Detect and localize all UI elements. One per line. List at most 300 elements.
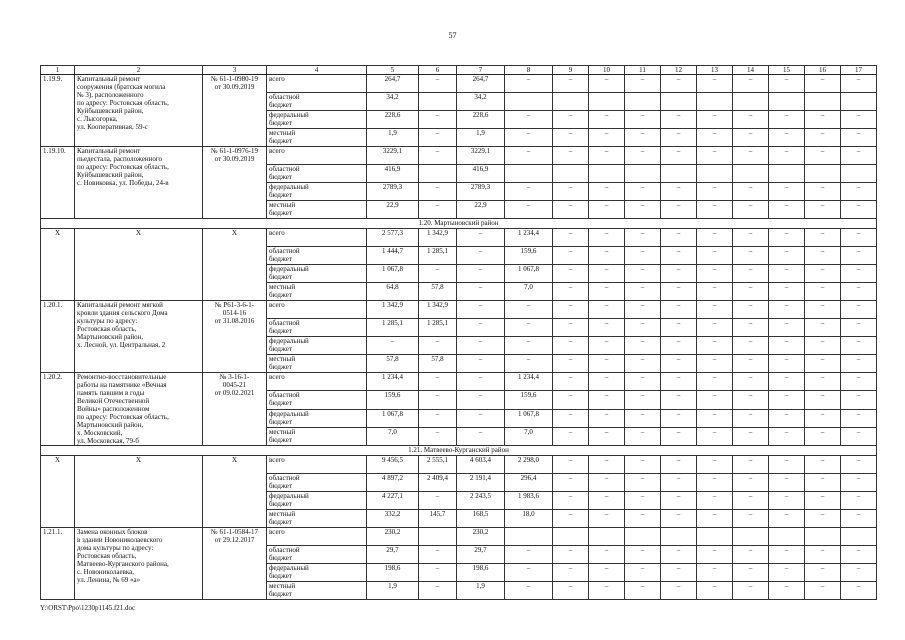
amount-cell: –	[457, 265, 505, 283]
amount-cell: –	[589, 456, 625, 474]
amount-cell	[661, 528, 697, 546]
column-number: 14	[733, 66, 769, 75]
amount-cell: –	[625, 129, 661, 147]
amount-cell: –	[661, 564, 697, 582]
amount-cell: –	[841, 564, 877, 582]
amount-cell: 64,8	[367, 283, 419, 301]
amount-cell: –	[769, 456, 805, 474]
amount-cell: –	[625, 391, 661, 409]
amount-cell	[841, 165, 877, 183]
funding-source: областной бюджет	[267, 546, 367, 564]
funding-source: всего	[267, 147, 367, 165]
amount-cell: –	[419, 564, 457, 582]
item-number: 1.20.2.	[41, 373, 75, 446]
column-number: 16	[805, 66, 841, 75]
amount-cell: –	[733, 492, 769, 510]
column-number: 5	[367, 66, 419, 75]
amount-cell: 1 234,4	[505, 229, 553, 247]
amount-cell: 2 298,0	[505, 456, 553, 474]
amount-cell	[505, 528, 553, 546]
table-row	[41, 456, 877, 474]
amount-cell: –	[505, 564, 553, 582]
amount-cell: 1 067,8	[367, 409, 419, 427]
amount-cell: –	[841, 391, 877, 409]
column-number: 10	[589, 66, 625, 75]
column-number: 2	[75, 66, 203, 75]
amount-cell: –	[769, 474, 805, 492]
table-row	[41, 147, 877, 165]
amount-cell: 1 285,1	[367, 319, 419, 337]
amount-cell: –	[661, 201, 697, 219]
amount-cell: 29,7	[457, 546, 505, 564]
amount-cell: –	[733, 456, 769, 474]
item-name: Замена оконных блоков в здании Новониколаевского дома культуры по адресу: Ростовская область, Матвеево-Курганского района, с. Новониколаевка, ул. Ленина, № 69 «а»	[75, 528, 203, 600]
amount-cell: 1,9	[457, 129, 505, 147]
amount-cell: –	[733, 510, 769, 528]
amount-cell: –	[769, 247, 805, 265]
amount-cell: –	[589, 510, 625, 528]
amount-cell: –	[589, 183, 625, 201]
amount-cell: –	[625, 301, 661, 319]
amount-cell	[733, 165, 769, 183]
amount-cell: –	[733, 564, 769, 582]
amount-cell: –	[733, 147, 769, 165]
amount-cell: 2 409,4	[419, 474, 457, 492]
amount-cell	[697, 93, 733, 111]
amount-cell: –	[457, 319, 505, 337]
column-number: 17	[841, 66, 877, 75]
amount-cell: –	[697, 564, 733, 582]
item-document: № 61-1-0980-19 от 30.09.2019	[203, 75, 267, 147]
funding-source: областной бюджет	[267, 319, 367, 337]
column-number: 6	[419, 66, 457, 75]
amount-cell: –	[419, 582, 457, 600]
column-number: 9	[553, 66, 589, 75]
amount-cell: –	[505, 75, 553, 93]
amount-cell: –	[589, 409, 625, 427]
amount-cell: 159,6	[367, 391, 419, 409]
amount-cell: –	[769, 111, 805, 129]
amount-cell: 22,9	[457, 201, 505, 219]
amount-cell: 296,4	[505, 474, 553, 492]
column-number-row	[41, 66, 877, 75]
amount-cell: –	[505, 301, 553, 319]
amount-cell: –	[589, 355, 625, 373]
amount-cell: –	[419, 427, 457, 445]
amount-cell: –	[733, 474, 769, 492]
amount-cell: –	[661, 283, 697, 301]
amount-cell: –	[419, 129, 457, 147]
amount-cell: 9 456,5	[367, 456, 419, 474]
footer-file-path: Y:\ORST\Ppo\1230p1145.f21.doc	[40, 604, 136, 612]
amount-cell	[589, 165, 625, 183]
amount-cell: –	[625, 111, 661, 129]
amount-cell: –	[841, 129, 877, 147]
item-number: Х	[41, 229, 75, 301]
amount-cell: –	[733, 319, 769, 337]
amount-cell: –	[419, 265, 457, 283]
amount-cell: –	[419, 409, 457, 427]
amount-cell: 264,7	[457, 75, 505, 93]
amount-cell: –	[697, 474, 733, 492]
amount-cell: 1 285,1	[419, 319, 457, 337]
amount-cell: –	[553, 247, 589, 265]
amount-cell: 1 983,6	[505, 492, 553, 510]
amount-cell	[841, 528, 877, 546]
funding-source: местный бюджет	[267, 355, 367, 373]
amount-cell: –	[805, 492, 841, 510]
amount-cell: –	[697, 129, 733, 147]
amount-cell: –	[733, 75, 769, 93]
amount-cell: –	[697, 492, 733, 510]
amount-cell: –	[589, 391, 625, 409]
funding-source: местный бюджет	[267, 510, 367, 528]
amount-cell: –	[419, 201, 457, 219]
amount-cell: –	[553, 582, 589, 600]
item-name: Капитальный ремонт пьедестала, расположенного по адресу: Ростовская область, Куйбышевский район, с. Новиковка, ул. Победы, 24-в	[75, 147, 203, 219]
item-document: № 61-1-0584-17 от 29.12.2017	[203, 528, 267, 600]
amount-cell: –	[769, 564, 805, 582]
amount-cell: –	[769, 265, 805, 283]
amount-cell: –	[553, 409, 589, 427]
item-document: Х	[203, 456, 267, 528]
amount-cell: –	[625, 564, 661, 582]
funding-source: областной бюджет	[267, 165, 367, 183]
amount-cell: –	[419, 183, 457, 201]
amount-cell: –	[589, 147, 625, 165]
funding-source: всего	[267, 373, 367, 391]
amount-cell: –	[805, 409, 841, 427]
amount-cell: –	[697, 510, 733, 528]
amount-cell	[769, 528, 805, 546]
amount-cell: –	[769, 229, 805, 247]
amount-cell: –	[841, 456, 877, 474]
item-number: 1.19.10.	[41, 147, 75, 219]
funding-source: федеральный бюджет	[267, 111, 367, 129]
amount-cell: –	[553, 229, 589, 247]
amount-cell: –	[841, 247, 877, 265]
amount-cell: –	[697, 373, 733, 391]
amount-cell: 1 342,9	[367, 301, 419, 319]
amount-cell: –	[805, 283, 841, 301]
amount-cell	[419, 165, 457, 183]
amount-cell: –	[769, 373, 805, 391]
amount-cell: –	[661, 147, 697, 165]
amount-cell: –	[697, 247, 733, 265]
amount-cell: –	[625, 492, 661, 510]
amount-cell: –	[733, 247, 769, 265]
amount-cell: –	[553, 355, 589, 373]
amount-cell: –	[589, 283, 625, 301]
amount-cell: –	[841, 183, 877, 201]
amount-cell: 198,6	[457, 564, 505, 582]
amount-cell: –	[697, 183, 733, 201]
amount-cell: 3229,1	[457, 147, 505, 165]
amount-cell: –	[625, 75, 661, 93]
amount-cell: –	[589, 546, 625, 564]
funding-source: местный бюджет	[267, 582, 367, 600]
amount-cell: –	[841, 492, 877, 510]
funding-source: областной бюджет	[267, 391, 367, 409]
amount-cell: 4 897,2	[367, 474, 419, 492]
amount-cell: –	[661, 391, 697, 409]
amount-cell: –	[697, 456, 733, 474]
amount-cell: –	[589, 201, 625, 219]
amount-cell: –	[769, 201, 805, 219]
amount-cell: –	[805, 582, 841, 600]
amount-cell	[553, 165, 589, 183]
amount-cell	[553, 93, 589, 111]
amount-cell: –	[661, 229, 697, 247]
item-name: Х	[75, 456, 203, 528]
amount-cell: –	[505, 147, 553, 165]
amount-cell: 1 342,9	[419, 229, 457, 247]
amount-cell: –	[805, 373, 841, 391]
amount-cell: 264,7	[367, 75, 419, 93]
amount-cell: –	[841, 474, 877, 492]
amount-cell: –	[841, 409, 877, 427]
amount-cell: –	[769, 129, 805, 147]
amount-cell	[697, 528, 733, 546]
amount-cell: –	[505, 582, 553, 600]
amount-cell: –	[805, 510, 841, 528]
amount-cell: –	[661, 582, 697, 600]
column-number: 12	[661, 66, 697, 75]
amount-cell: –	[733, 301, 769, 319]
funding-source: всего	[267, 229, 367, 247]
amount-cell: –	[625, 265, 661, 283]
amount-cell: –	[367, 337, 419, 355]
amount-cell: –	[769, 427, 805, 445]
amount-cell	[419, 93, 457, 111]
amount-cell: 57,8	[367, 355, 419, 373]
amount-cell: 1,9	[457, 582, 505, 600]
amount-cell: –	[661, 301, 697, 319]
amount-cell	[769, 93, 805, 111]
amount-cell: –	[625, 409, 661, 427]
amount-cell: –	[733, 391, 769, 409]
amount-cell: –	[553, 373, 589, 391]
amount-cell: –	[733, 229, 769, 247]
amount-cell: –	[419, 391, 457, 409]
amount-cell: –	[769, 409, 805, 427]
amount-cell: –	[589, 75, 625, 93]
amount-cell: –	[733, 283, 769, 301]
amount-cell: 230,2	[367, 528, 419, 546]
amount-cell: –	[625, 147, 661, 165]
amount-cell: –	[733, 409, 769, 427]
amount-cell: –	[805, 564, 841, 582]
table-row	[41, 301, 877, 319]
funding-source: всего	[267, 75, 367, 93]
amount-cell: 1,9	[367, 582, 419, 600]
amount-cell: 2 243,5	[457, 492, 505, 510]
amount-cell: –	[697, 201, 733, 219]
amount-cell: 1 444,7	[367, 247, 419, 265]
funding-source: федеральный бюджет	[267, 492, 367, 510]
amount-cell: –	[841, 373, 877, 391]
amount-cell: –	[769, 301, 805, 319]
amount-cell: –	[625, 427, 661, 445]
amount-cell: –	[805, 301, 841, 319]
column-number: 1	[41, 66, 75, 75]
amount-cell: –	[769, 582, 805, 600]
amount-cell: –	[505, 319, 553, 337]
amount-cell: –	[419, 111, 457, 129]
amount-cell: –	[505, 201, 553, 219]
funding-source: всего	[267, 528, 367, 546]
amount-cell: 7,0	[505, 427, 553, 445]
amount-cell: –	[805, 391, 841, 409]
amount-cell: –	[553, 564, 589, 582]
amount-cell: –	[841, 111, 877, 129]
amount-cell: –	[625, 337, 661, 355]
column-number: 11	[625, 66, 661, 75]
amount-cell: –	[625, 373, 661, 391]
item-number: 1.20.1.	[41, 301, 75, 373]
column-number: 15	[769, 66, 805, 75]
amount-cell: 1 067,8	[505, 409, 553, 427]
table-row	[41, 528, 877, 546]
amount-cell: 4 227,1	[367, 492, 419, 510]
column-number: 4	[267, 66, 367, 75]
amount-cell: –	[589, 265, 625, 283]
amount-cell: –	[625, 474, 661, 492]
amount-cell: 230,2	[457, 528, 505, 546]
amount-cell	[841, 93, 877, 111]
amount-cell: –	[769, 183, 805, 201]
page-number: 57	[448, 31, 457, 40]
funding-source: областной бюджет	[267, 93, 367, 111]
amount-cell: –	[805, 111, 841, 129]
amount-cell: –	[841, 265, 877, 283]
amount-cell	[505, 165, 553, 183]
amount-cell: –	[553, 546, 589, 564]
amount-cell	[419, 528, 457, 546]
item-number: 1.21.1.	[41, 528, 75, 600]
item-document: Х	[203, 229, 267, 301]
amount-cell: –	[697, 427, 733, 445]
funding-source: областной бюджет	[267, 247, 367, 265]
amount-cell: –	[589, 247, 625, 265]
amount-cell: 29,7	[367, 546, 419, 564]
amount-cell: –	[733, 183, 769, 201]
amount-cell: –	[841, 301, 877, 319]
amount-cell: –	[589, 582, 625, 600]
amount-cell: –	[589, 427, 625, 445]
item-document: № 3-16-1- 0045-21 от 09.02.2021	[203, 373, 267, 446]
amount-cell: 198,6	[367, 564, 419, 582]
amount-cell: –	[505, 546, 553, 564]
amount-cell: 7,0	[367, 427, 419, 445]
amount-cell: 1 067,8	[505, 265, 553, 283]
amount-cell: –	[805, 129, 841, 147]
amount-cell: 7,0	[505, 283, 553, 301]
amount-cell: –	[697, 111, 733, 129]
amount-cell: –	[661, 510, 697, 528]
amount-cell: –	[769, 391, 805, 409]
amount-cell: –	[625, 546, 661, 564]
amount-cell: –	[805, 474, 841, 492]
amount-cell: –	[697, 355, 733, 373]
amount-cell: –	[457, 391, 505, 409]
amount-cell: –	[457, 355, 505, 373]
amount-cell: –	[805, 355, 841, 373]
amount-cell: –	[661, 337, 697, 355]
amount-cell: –	[733, 129, 769, 147]
amount-cell: –	[661, 546, 697, 564]
budget-table	[40, 65, 877, 600]
amount-cell: –	[841, 510, 877, 528]
section-row	[41, 219, 877, 229]
amount-cell: –	[589, 564, 625, 582]
amount-cell: –	[805, 546, 841, 564]
amount-cell	[697, 165, 733, 183]
amount-cell: –	[841, 229, 877, 247]
amount-cell: –	[661, 474, 697, 492]
amount-cell: –	[769, 355, 805, 373]
amount-cell: –	[805, 337, 841, 355]
amount-cell: –	[419, 75, 457, 93]
amount-cell: –	[553, 492, 589, 510]
amount-cell: –	[553, 283, 589, 301]
amount-cell: –	[841, 355, 877, 373]
amount-cell: –	[553, 183, 589, 201]
amount-cell: –	[505, 355, 553, 373]
amount-cell: –	[661, 183, 697, 201]
amount-cell: –	[841, 427, 877, 445]
amount-cell: 1,9	[367, 129, 419, 147]
funding-source: местный бюджет	[267, 129, 367, 147]
funding-source: федеральный бюджет	[267, 265, 367, 283]
column-number: 8	[505, 66, 553, 75]
amount-cell: –	[841, 337, 877, 355]
amount-cell: –	[697, 319, 733, 337]
amount-cell: –	[661, 75, 697, 93]
amount-cell: –	[733, 427, 769, 445]
section-row	[41, 446, 877, 456]
amount-cell: –	[505, 111, 553, 129]
section-title: 1.20. Мартыновский район	[41, 219, 877, 229]
column-number: 13	[697, 66, 733, 75]
amount-cell: 1 234,4	[505, 373, 553, 391]
amount-cell: –	[553, 301, 589, 319]
amount-cell: 228,6	[457, 111, 505, 129]
amount-cell: –	[553, 510, 589, 528]
amount-cell: 57,8	[419, 283, 457, 301]
amount-cell: –	[625, 183, 661, 201]
table-row	[41, 373, 877, 391]
amount-cell: –	[505, 183, 553, 201]
amount-cell	[661, 93, 697, 111]
funding-source: всего	[267, 301, 367, 319]
amount-cell: –	[661, 319, 697, 337]
column-number: 7	[457, 66, 505, 75]
amount-cell: –	[661, 373, 697, 391]
item-name: Ремонтно-восстановительные работы на памятнике «Вечная память павшим в годы Великой Отечественной Войны» расположенном по адресу: Ростовская область, Мартыновский район, х. Московский, ул. Московская, 79-б	[75, 373, 203, 446]
amount-cell: –	[457, 247, 505, 265]
amount-cell: 2789,3	[367, 183, 419, 201]
amount-cell	[769, 165, 805, 183]
amount-cell	[625, 528, 661, 546]
amount-cell: –	[769, 492, 805, 510]
amount-cell: –	[769, 337, 805, 355]
amount-cell: –	[697, 582, 733, 600]
amount-cell: –	[589, 229, 625, 247]
amount-cell: –	[697, 337, 733, 355]
amount-cell: –	[733, 355, 769, 373]
amount-cell: –	[419, 373, 457, 391]
